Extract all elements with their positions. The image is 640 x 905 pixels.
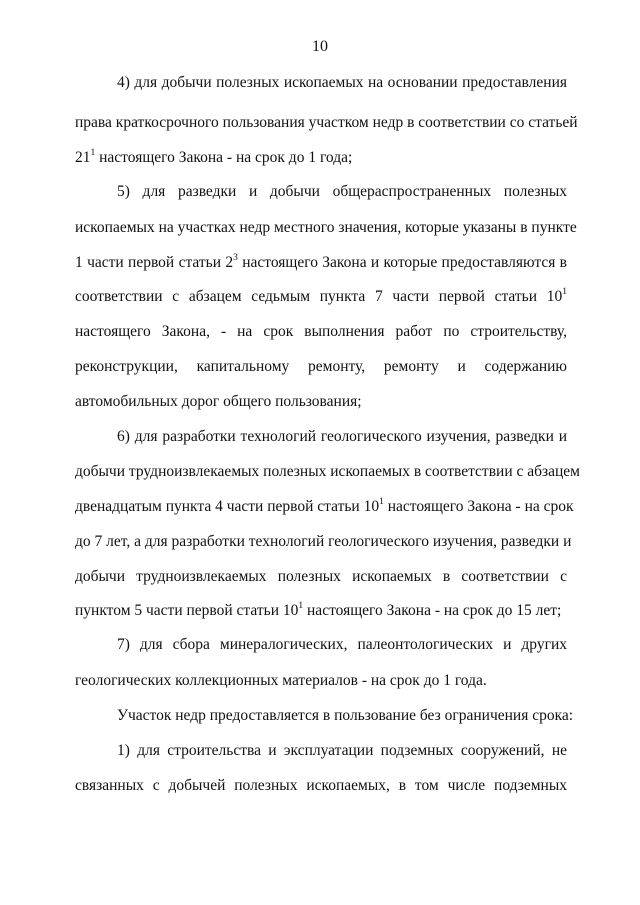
paragraph-item-6-line-1: 6) для разработки технологий геологического изучения, разведки и [117, 428, 567, 445]
superscript: 3 [233, 252, 238, 263]
paragraph-item-6-line-4: до 7 лет, а для разработки технологий геологического изучения, разведки и [75, 533, 572, 550]
text-run: настоящего Закона - на срок [383, 498, 574, 515]
paragraph-item-4-line-3 [75, 148, 567, 168]
text-run: 1 части первой статьи 2 [75, 254, 234, 271]
paragraph-unlimited-item-1-line-1: 1) для строительства и эксплуатации подземных сооружений, не [117, 742, 567, 759]
paragraph-item-5-line-1: 5) для разведки и добычи общераспространенных полезных [117, 183, 567, 200]
superscript: 1 [562, 286, 567, 297]
page-number: 10 [312, 38, 328, 55]
paragraph-item-6-line-2: добычи трудноизвлекаемых полезных ископаемых в соответствии с абзацем [75, 463, 580, 480]
text-run: настоящего Закона и которые предоставляются в [237, 254, 567, 271]
paragraph-item-5-line-5: настоящего Закона, - на срок выполнения работ по строительству, [75, 323, 567, 340]
superscript: 1 [298, 600, 304, 611]
superscript: 1 [379, 496, 384, 507]
text-run: двенадцатым пункта 4 части первой статьи 10 [75, 498, 380, 515]
paragraph-item-6-line-6 [75, 601, 567, 621]
paragraph-item-6-line-3 [75, 496, 574, 517]
paragraph-item-7-line-1: 7) для сбора минералогических, палеонтологических и других [117, 636, 567, 653]
paragraph-item-7-line-2: геологических коллекционных материалов - на срок до 1 года. [75, 672, 487, 689]
paragraph-unlimited-item-1-line-2: связанных с добычей полезных ископаемых, в том числе подземных [75, 777, 567, 794]
paragraph-item-4-line-2: права краткосрочного пользования участком недр в соответствии со статьей [75, 114, 578, 131]
text-run: настоящего Закона - на срок до 1 года; [95, 149, 353, 166]
superscript: 1 [90, 147, 96, 158]
paragraph-item-5-line-7: автомобильных дорог общего пользования; [75, 393, 362, 410]
text-run: настоящего Закона - на срок до 15 лет; [303, 602, 562, 619]
paragraph-item-5-line-3 [75, 253, 567, 273]
paragraph-item-6-line-5: добычи трудноизвлекаемых полезных ископаемых в соответствии с [75, 568, 567, 585]
text-run: пунктом 5 части первой статьи 10 [75, 602, 299, 619]
text-run: 21 [75, 149, 91, 166]
paragraph-item-5-line-6: реконструкции, капитальному ремонту, ремонту и содержанию [75, 358, 567, 375]
paragraph-unlimited-intro: Участок недр предоставляется в пользование без ограничения срока: [117, 707, 574, 724]
paragraph-item-4-line-1: 4) для добычи полезных ископаемых на основании предоставления [117, 74, 567, 91]
paragraph-item-5-line-4 [75, 287, 567, 307]
text-run: соответствии с абзацем седьмым пункта 7 части первой статьи 10 [75, 288, 563, 305]
paragraph-item-5-line-2: ископаемых на участках недр местного значения, которые указаны в пункте [75, 219, 577, 236]
